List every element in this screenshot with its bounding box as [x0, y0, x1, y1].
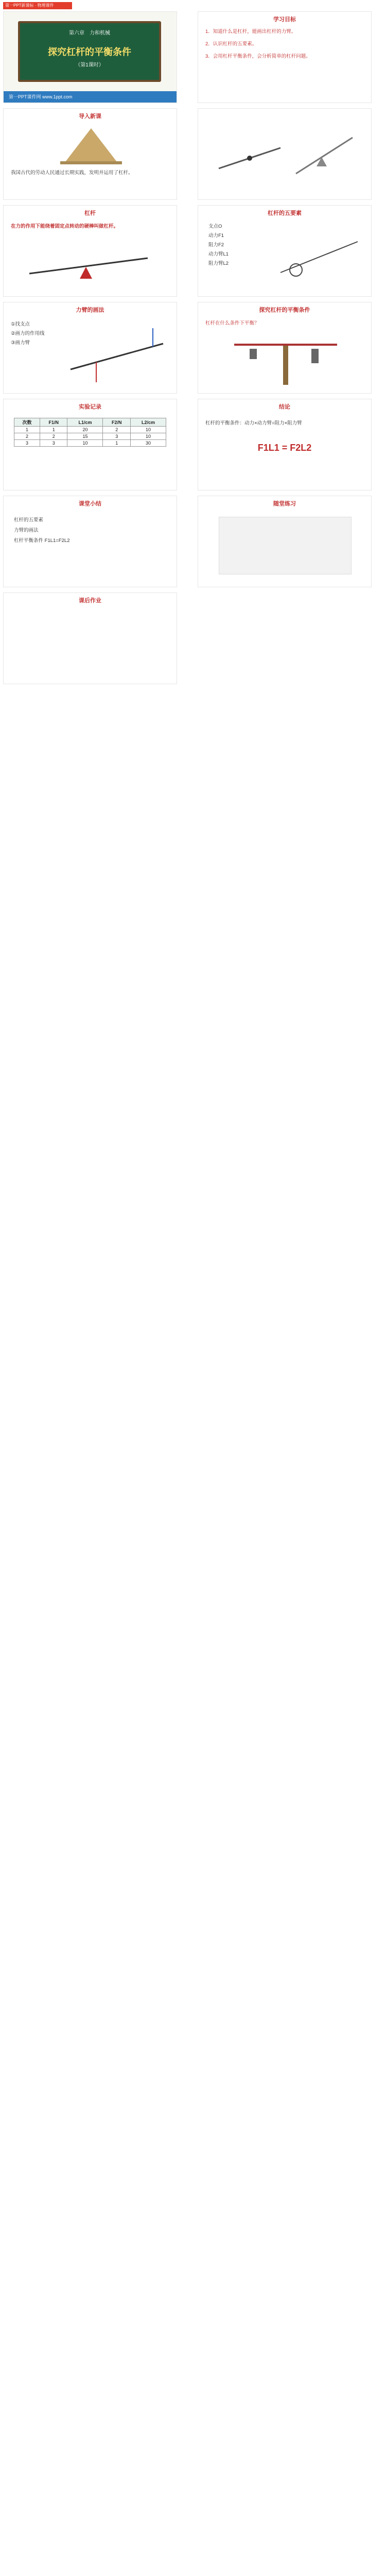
summary-line-3: 杠杆平衡条件 F1L1=F2L2 [14, 538, 70, 544]
intro-text: 我国古代的劳动人民通过长期实践，发明并运用了杠杆。 [11, 170, 133, 176]
slide-practice [198, 496, 372, 587]
slide-heading: 探究杠杆的平衡条件 [259, 307, 310, 313]
cell: 10 [131, 427, 166, 433]
slide-footer [4, 91, 177, 103]
formula: F1L1 = F2L2 [257, 443, 312, 453]
slide-table [3, 399, 177, 490]
slide-arm-drawing [3, 302, 177, 394]
lesson-title: 探究杠杆的平衡条件 [48, 47, 131, 57]
step-1: ①找支点 [11, 321, 30, 327]
cell: 15 [67, 433, 103, 440]
cell: 3 [14, 440, 40, 447]
cell: 2 [103, 427, 131, 433]
slide-title [3, 11, 177, 103]
slide-intro [3, 108, 177, 200]
col-header: F2/N [103, 418, 131, 427]
cell: 3 [103, 433, 131, 440]
slide-heading: 力臂的画法 [76, 307, 104, 313]
element-effort-arm: 动力臂L1 [208, 251, 229, 257]
tools-illustration [208, 117, 361, 189]
balance-apparatus [229, 333, 342, 385]
cell: 3 [40, 440, 67, 447]
slide-heading: 学习目标 [273, 16, 296, 23]
conclusion-text: 杠杆的平衡条件：动力×动力臂=阻力×阻力臂 [205, 420, 302, 426]
slide-summary [3, 496, 177, 587]
slide-heading: 随堂练习 [273, 501, 296, 507]
col-header: L1/cm [67, 418, 103, 427]
step-3: ③画力臂 [11, 340, 30, 346]
element-effort: 动力F1 [208, 233, 224, 239]
slide-heading: 课堂小结 [79, 501, 101, 507]
site-label: 第一PPT课件网 www.1ppt.com [9, 94, 73, 99]
cell: 1 [103, 440, 131, 447]
slide-heading: 杠杆 [84, 210, 96, 216]
summary-line-1: 杠杆的五要素 [14, 517, 44, 523]
slide-homework [3, 592, 177, 684]
element-load-arm: 阻力臂L2 [208, 261, 229, 266]
slide-conclusion [198, 399, 372, 490]
slide-goals [198, 11, 372, 103]
cell: 2 [14, 433, 40, 440]
slide-tools [198, 108, 372, 200]
summary-line-2: 力臂的画法 [14, 528, 39, 533]
slide-explore [198, 302, 372, 394]
goal-2: 2．认识杠杆的五要素。 [205, 41, 257, 47]
slide-five-elements [198, 205, 372, 297]
slide-heading: 课后作业 [79, 598, 101, 604]
pyramid-illustration [60, 123, 122, 164]
lever-definition: 在力的作用下能绕着固定点转动的硬棒叫做杠杆。 [11, 224, 119, 229]
col-header: 次数 [14, 418, 40, 427]
chapter-label: 第六章 力和机械 [69, 30, 110, 36]
lesson-subtitle: （第1课时） [75, 62, 104, 68]
lever-diagram [24, 243, 156, 289]
table-row [14, 427, 166, 433]
slide-heading: 杠杆的五要素 [268, 210, 302, 216]
cell: 10 [67, 440, 103, 447]
col-header: L2/cm [131, 418, 166, 427]
chalkboard [18, 21, 161, 82]
practice-figure [219, 517, 352, 574]
step-2: ②画力的作用线 [11, 331, 45, 336]
table-row [14, 433, 166, 440]
element-load: 阻力F2 [208, 242, 224, 248]
element-pivot: 支点O [208, 224, 222, 229]
data-table [14, 418, 166, 447]
slide-heading: 实验记录 [79, 404, 101, 410]
table-row [14, 440, 166, 447]
wheelbarrow-illustration [275, 226, 363, 283]
arm-diagram [65, 323, 168, 385]
cell: 30 [131, 440, 166, 447]
top-badge: 第一PPT新课标 · 物理课件 [3, 2, 72, 9]
cell: 2 [40, 433, 67, 440]
cell: 1 [40, 427, 67, 433]
slide-lever-def [3, 205, 177, 297]
goal-1: 1．知道什么是杠杆，能画出杠杆的力臂。 [205, 29, 296, 35]
cell: 1 [14, 427, 40, 433]
explore-question: 杠杆在什么条件下平衡？ [205, 320, 259, 326]
cell: 20 [67, 427, 103, 433]
slide-heading: 导入新课 [79, 113, 101, 120]
goal-3: 3．会用杠杆平衡条件，会分析简单的杠杆问题。 [205, 54, 311, 59]
cell: 10 [131, 433, 166, 440]
slide-heading: 结论 [279, 404, 290, 410]
col-header: F1/N [40, 418, 67, 427]
